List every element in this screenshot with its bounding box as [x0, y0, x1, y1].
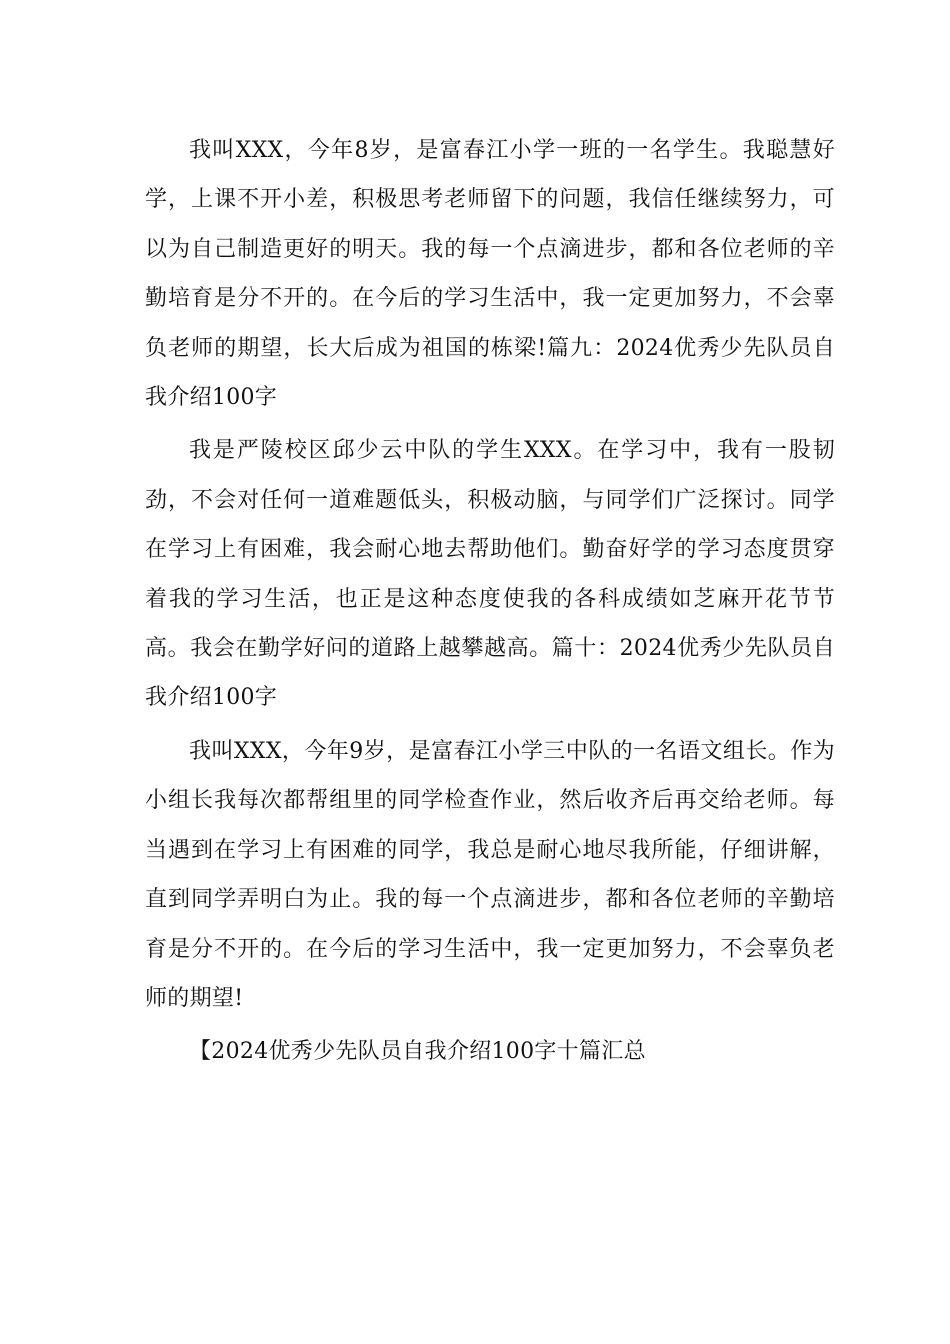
paragraph-4: 【2024优秀少先队员自我介绍100字十篇汇总	[189, 1039, 646, 1065]
paragraph-2: 我是严陵校区邱少云中队的学生XXX。在学习中，我有一股韧劲，不会对任何一道难题低头，积极动脑，与同学们广泛探讨。同学在学习上有困难，我会耐心地去帮助他们。勤奋好学的学习态度贯穿着我的学习生活，也正是这种态度使我的各科成绩如芝麻开花节节高。我会在勤学好问的道路上越攀越高。篇十：2024优秀少先队员自我介绍100字	[145, 438, 835, 711]
paragraph-3: 我叫XXX，今年9岁，是富春江小学三中队的一名语文组长。作为小组长我每次都帮组里的同学检查作业，然后收齐后再交给老师。每当遇到在学习上有困难的同学，我总是耐心地尽我所能，仔细讲解，直到同学弄明白为止。我的每一个点滴进步，都和各位老师的辛勤培育是分不开的。在今后的学习生活中，我一定更加努力，不会辜负老师的期望!	[145, 738, 835, 1011]
paragraph-1: 我叫XXX，今年8岁，是富春江小学一班的一名学生。我聪慧好学，上课不开小差，积极思考老师留下的问题，我信任继续努力，可以为自己制造更好的明天。我的每一个点滴进步，都和各位老师的辛勤培育是分不开的。在今后的学习生活中，我一定更加努力，不会辜负老师的期望，长大后成为祖国的栋梁!篇九：2024优秀少先队员自我介绍100字	[145, 138, 835, 411]
document-body	[145, 126, 835, 1077]
